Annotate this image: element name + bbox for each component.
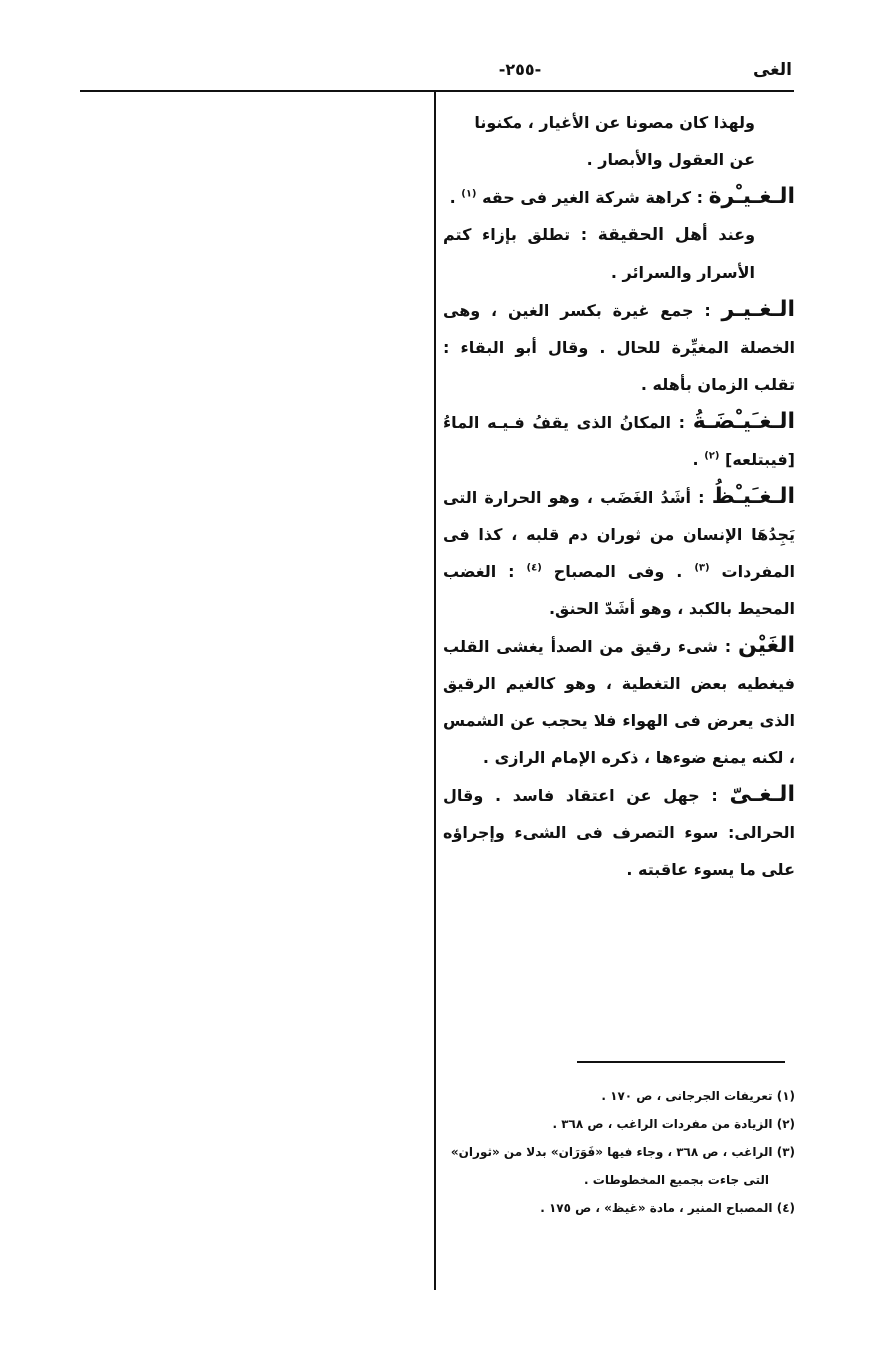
footnotes <box>443 1082 795 1222</box>
entry-definition-end: : الغضب المحيط بالكبد ، وهو أشَدّ الحنق. <box>443 562 795 618</box>
sub-definition: : تطلق بإزاء كتم الأسرار والسرائر . <box>443 225 755 282</box>
entry-definition: : جمع غيرة بكسر الغين ، وهى الخصلة المغيِّرة للحال . وقال أبو البقاء : تقلب الزمان بأهله . <box>443 301 795 394</box>
entry-term: الـغـىّ <box>729 782 795 807</box>
footnote-ref: (١) <box>461 188 477 200</box>
footnote-rule <box>577 1061 785 1063</box>
entry-ghayra-sub <box>443 216 795 291</box>
entry-ghayra <box>443 178 795 216</box>
footnote: (٢) الزيادة من مفردات الراغب ، ص ٣٦٨ . <box>552 1117 795 1131</box>
sub-term: أهل الحقيقة <box>597 225 708 245</box>
text-line: عن العقول والأبصار . <box>586 150 755 169</box>
footnote-continuation: التى جاءت بجميع المخطوطات . <box>584 1173 769 1187</box>
footnote: (١) تعريفات الجرجانى ، ص ١٧٠ . <box>601 1089 795 1103</box>
sub-lead: وعند <box>718 225 756 244</box>
entry-term: الـغـيـر <box>721 297 795 322</box>
entry-ghiyar <box>443 291 795 403</box>
entry-definition: : جهل عن اعتقاد فاسد . وقال الحرالى: سوء التصرف فى الشىء وإجراؤه على ما يسوء عاقبته . <box>443 786 795 879</box>
entry-term: الـغـَيـْضَـةُ <box>692 409 796 434</box>
entry-term: الـغـيـْرة <box>708 184 795 209</box>
entry-term: الغَيْن <box>738 633 795 658</box>
text-line: ولهذا كان مصونا عن الأغيار ، مكنونا <box>474 113 755 132</box>
entry-definition: : المكانُ الذى يقفُ فـيـه الماءُ [فيبتلعه] <box>443 413 795 469</box>
entry-definition: : شىء رقيق من الصدأ يغشى القلب فيغطيه بعض التغطية ، وهو كالغيم الرقيق الذى يعرض فى الهواء فلا يحجب عن الشمس ، لكنه يمنع ضوءها ، ذكره الإمام الرازى . <box>443 637 795 767</box>
entry-term: الـغـَيـْظُ <box>711 484 796 509</box>
footnote-ref: (٢) <box>704 450 720 462</box>
entry-definition: : كراهة شركة الغير فى حقه <box>482 188 703 207</box>
entry-continuation <box>443 104 795 178</box>
dictionary-column <box>443 104 795 888</box>
footnote-ref: (٣) <box>694 562 710 574</box>
running-head: الغى <box>752 60 792 80</box>
entry-tail: . <box>449 188 456 207</box>
entry-ghayda <box>443 403 795 478</box>
entry-ghayn <box>443 627 795 776</box>
footnote-ref: (٤) <box>526 562 542 574</box>
footnote: (٣) الراغب ، ص ٣٦٨ ، وجاء فيها «فَوَرَان» بدلا من «ثوران» <box>450 1145 795 1159</box>
entry-ghayz <box>443 478 795 627</box>
entry-definition-cont: . وفى المصباح <box>553 562 683 581</box>
header-rule <box>80 90 794 92</box>
entry-ghayy <box>443 776 795 888</box>
page-header <box>80 60 792 90</box>
footnote: (٤) المصباح المنير ، مادة «غيظ» ، ص ١٧٥ . <box>540 1201 795 1215</box>
entry-definition: : أشَدُ الغَضَب ، وهو الحرارة التى يَجِدُهَا الإنسان من ثوران دم قلبه ، كذا فى المفردات <box>443 488 796 581</box>
entry-tail: . <box>692 450 699 469</box>
page-number: -٢٥٥- <box>498 60 542 79</box>
column-rule <box>434 92 436 1290</box>
